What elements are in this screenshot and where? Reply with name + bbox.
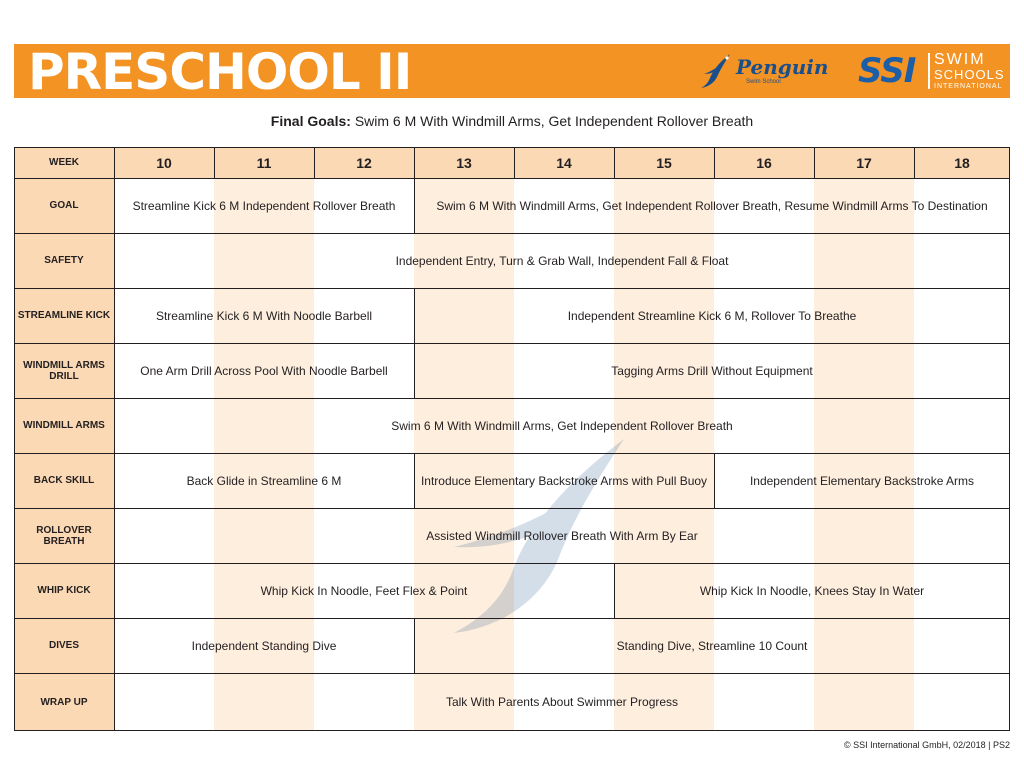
penguin-swim-school-logo [700,50,850,92]
final-goals-text: Swim 6 M With Windmill Arms, Get Independent Rollover Breath [354,113,754,129]
week-header-17: 17 [814,147,914,178]
penguin-logo-name: Penguin [736,55,829,79]
row-divider [14,673,1010,674]
week-header-13: 13 [414,147,514,178]
cell-back-skill-3: Independent Elementary Backstroke Arms [749,473,975,488]
week-header-divider [214,147,215,178]
row-divider [14,288,1010,289]
penguin-bird-icon [700,52,734,90]
week-header-divider [914,147,915,178]
row-label-windmill-arms: WINDMILL ARMS [14,398,114,453]
row-label-dives: DIVES [14,618,114,673]
final-goals [0,112,1024,130]
row-label-wrap-up: WRAP UP [14,673,114,731]
header-banner [14,43,1010,101]
ssi-logo-line2: SCHOOLS [934,67,1005,82]
ssi-logo-mark: SSI [858,51,916,91]
cell-dives-1: Independent Standing Dive [191,638,337,653]
cell-streamline-kick-1: Streamline Kick 6 M With Noodle Barbell [155,308,373,323]
cell-back-skill-2: Introduce Elementary Backstroke Arms with Pull Buoy [420,473,708,488]
cell-goal-1: Streamline Kick 6 M Independent Rollover Breath [132,198,396,213]
week-header-divider [314,147,315,178]
cell-back-skill-1: Back Glide in Streamline 6 M [186,473,342,488]
cell-divider [414,178,415,233]
row-label-rollover-breath: ROLLOVER BREATH [14,508,114,563]
ssi-logo-line3: INTERNATIONAL [934,83,1003,90]
row-label-windmill-arms-drill: WINDMILL ARMS DRILL [14,343,114,398]
week-header-divider [414,147,415,178]
row-divider [14,343,1010,344]
week-header-label: WEEK [14,147,114,178]
ssi-logo-divider [928,53,930,89]
week-header-12: 12 [314,147,414,178]
week-header-divider [714,147,715,178]
cell-divider [714,453,715,508]
cell-divider [414,343,415,398]
cell-whip-kick-1: Whip Kick In Noodle, Feet Flex & Point [260,583,468,598]
row-label-whip-kick: WHIP KICK [14,563,114,618]
cell-windmill-arms-1: Swim 6 M With Windmill Arms, Get Independent Rollover Breath [391,418,733,433]
row-divider [14,398,1010,399]
row-label-back-skill: BACK SKILL [14,453,114,508]
final-goals-label: Final Goals: [270,113,351,129]
cell-whip-kick-2: Whip Kick In Noodle, Knees Stay In Water [699,583,925,598]
week-header-divider [514,147,515,178]
week-header-10: 10 [114,147,214,178]
row-divider [14,233,1010,234]
cell-dives-2: Standing Dive, Streamline 10 Count [616,638,808,653]
row-divider [14,453,1010,454]
row-divider [14,618,1010,619]
row-divider [14,178,1010,179]
week-header-18: 18 [914,147,1010,178]
cell-safety-1: Independent Entry, Turn & Grab Wall, Independent Fall & Float [395,253,729,268]
cell-windmill-arms-drill-2: Tagging Arms Drill Without Equipment [611,363,813,378]
penguin-logo-subtitle: Swim School [746,79,781,85]
week-header-15: 15 [614,147,714,178]
row-label-safety: SAFETY [14,233,114,288]
cell-goal-2: Swim 6 M With Windmill Arms, Get Independent Rollover Breath, Resume Windmill Arms To Destination [436,198,988,213]
ssi-logo-line1: SWIM [934,51,986,68]
page-title: PRESCHOOL II [28,43,412,101]
week-header-14: 14 [514,147,614,178]
cell-rollover-breath-1: Assisted Windmill Rollover Breath With Arm By Ear [426,528,698,543]
week-header-16: 16 [714,147,814,178]
curriculum-table [14,147,1010,731]
cell-divider [614,563,615,618]
ssi-swim-schools-logo [858,49,1008,93]
copyright-footer: © SSI International GmbH, 02/2018 | PS2 [843,740,1010,750]
row-divider [14,508,1010,509]
cell-wrap-up-1: Talk With Parents About Swimmer Progress [445,695,679,709]
cell-divider [414,288,415,343]
week-header-divider [814,147,815,178]
row-label-streamline-kick: STREAMLINE KICK [14,288,114,343]
label-column-divider [114,147,115,731]
cell-windmill-arms-drill-1: One Arm Drill Across Pool With Noodle Barbell [140,363,388,378]
week-header-divider [614,147,615,178]
week-header-11: 11 [214,147,314,178]
cell-streamline-kick-2: Independent Streamline Kick 6 M, Rollover To Breathe [567,308,857,323]
row-label-goal: GOAL [14,178,114,233]
row-divider [14,563,1010,564]
cell-divider [414,453,415,508]
ssi-logo-text [934,52,1005,91]
cell-divider [414,618,415,673]
